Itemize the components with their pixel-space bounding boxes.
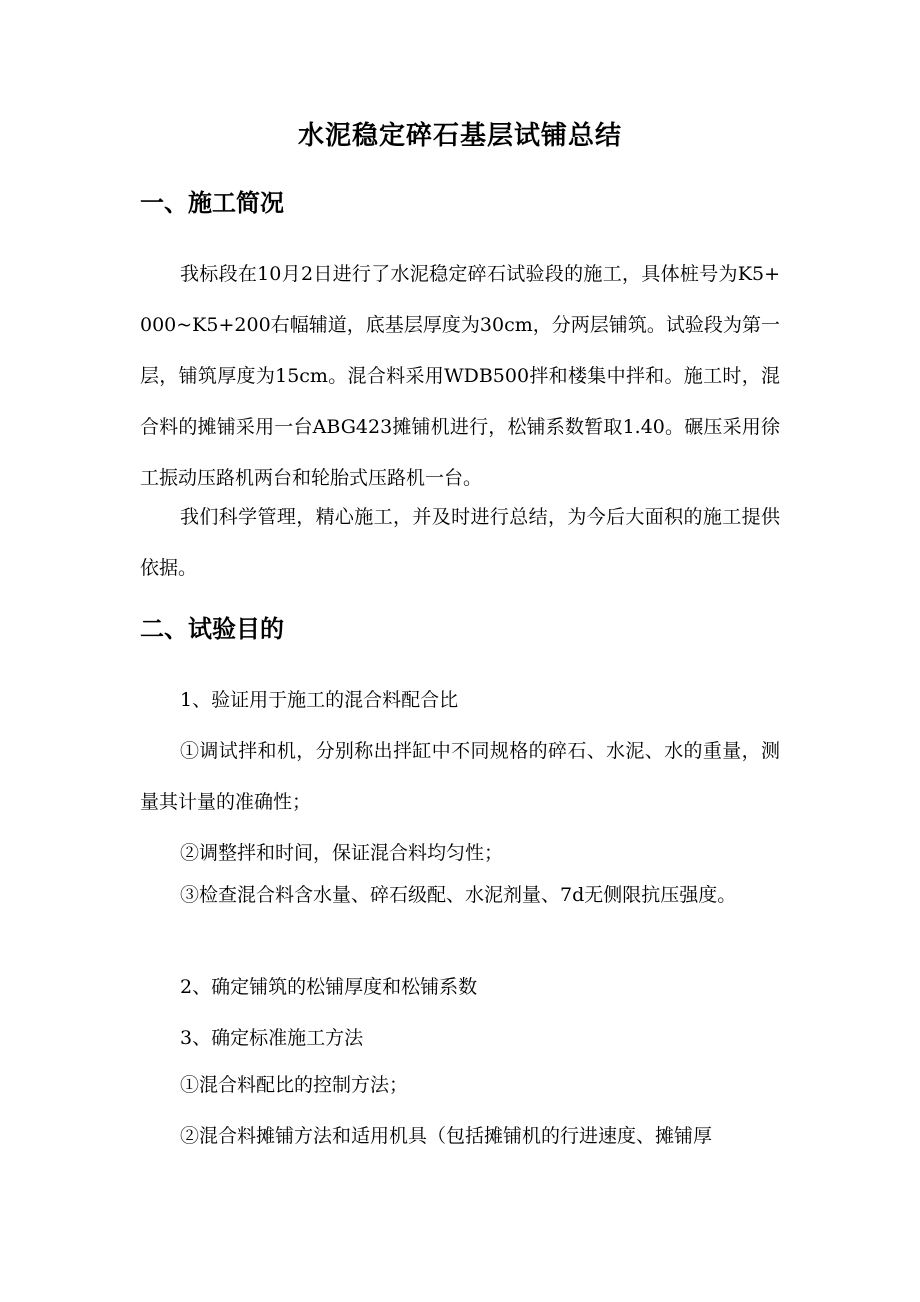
- list-item-mixing-time: ②调整拌和时间，保证混合料均匀性；: [180, 842, 504, 864]
- list-item-paving-method: ②混合料摊铺方法和适用机具（包括摊铺机的行进速度、摊铺厚: [180, 1125, 713, 1147]
- list-item-debug-mixer: ①调试拌和机，分别称出拌缸中不同规格的碎石、水泥、水的重量，测量其计量的准确性；: [140, 740, 780, 813]
- list-item-loose-thickness: 2、确定铺筑的松铺厚度和松铺系数: [180, 976, 478, 998]
- document-title: 水泥稳定碎石基层试铺总结: [297, 121, 622, 151]
- section-heading-test-purpose: 二、试验目的: [140, 614, 284, 643]
- paragraph-management-summary: 我们科学管理，精心施工，并及时进行总结，为今后大面积的施工提供依据。: [140, 506, 780, 579]
- section-heading-construction-overview: 一、施工简况: [140, 188, 284, 217]
- list-item-mix-control: ①混合料配比的控制方法；: [180, 1074, 409, 1096]
- list-item-check-mixture: ③检查混合料含水量、碎石级配、水泥剂量、7d无侧限抗压强度。: [180, 884, 737, 906]
- paragraph-construction-details: 我标段在10月2日进行了水泥稳定碎石试验段的施工，具体桩号为K5+000~K5+200右幅辅道，底基层厚度为30cm，分两层铺筑。试验段为第一层，铺筑厚度为15cm。混合料采用WDB500拌和楼集中拌和。施工时，混合料的摊铺采用一台ABG423摊铺机进行，松铺系数暂取1.40。碾压采用徐工振动压路机两台和轮胎式压路机一台。: [140, 263, 780, 489]
- list-item-verify-mix-ratio: 1、验证用于施工的混合料配合比: [180, 689, 459, 711]
- list-item-standard-method: 3、确定标准施工方法: [180, 1027, 364, 1049]
